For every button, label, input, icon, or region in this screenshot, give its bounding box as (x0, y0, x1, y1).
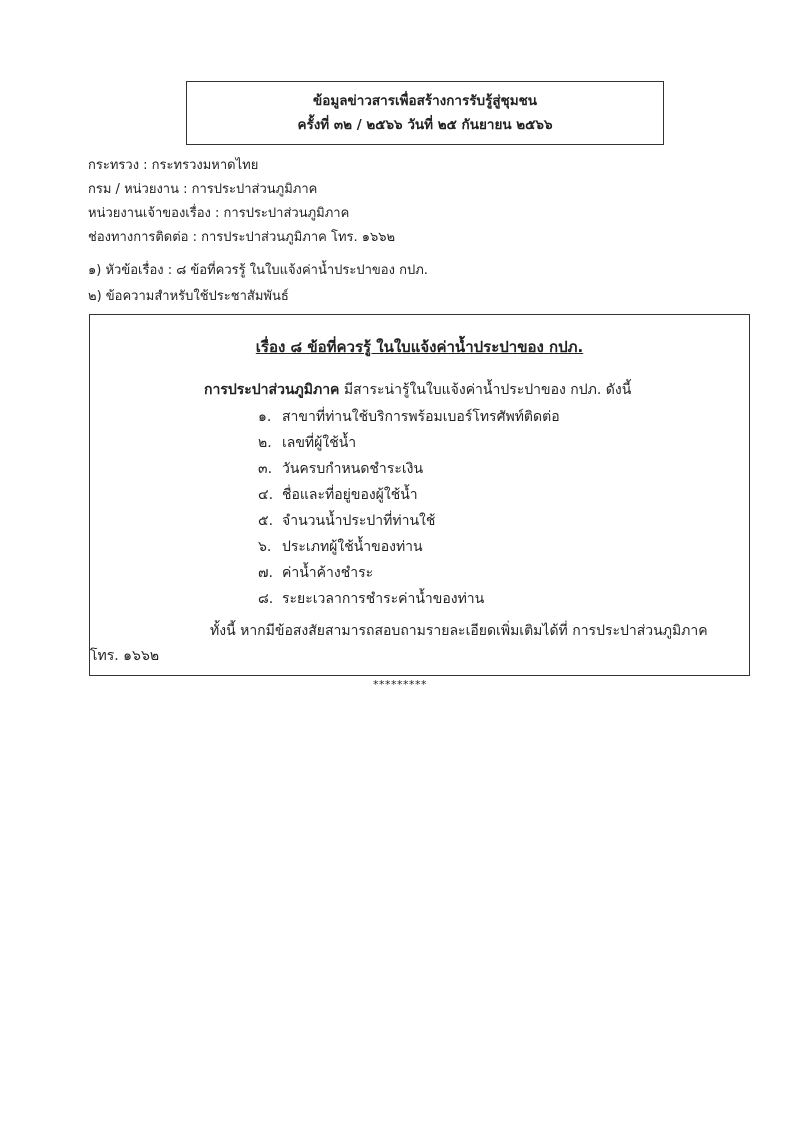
meta-ministry: กระทรวง : กระทรวงมหาดไทย (88, 158, 259, 173)
intro-org: การประปาส่วนภูมิภาค (204, 382, 340, 398)
item-pr: ๒) ข้อความสำหรับใช้ประชาสัมพันธ์ (88, 289, 289, 304)
list-item-text: ค่าน้ำค้างชำระ (282, 565, 374, 581)
meta-contact: ช่องทางการติดต่อ : การประปาส่วนภูมิภาค โทร. ๑๖๖๒ (88, 230, 396, 245)
item-topic: ๑) หัวข้อเรื่อง : ๘ ข้อที่ควรรู้ ในใบแจ้งค่าน้ำประปาของ กปภ. (88, 263, 428, 278)
list-item-number: ๑. (258, 409, 272, 425)
meta-department: กรม / หน่วยงาน : การประปาส่วนภูมิภาค (88, 182, 318, 197)
header-issue: ครั้งที่ ๓๒ / ๒๕๖๖ วันที่ ๒๕ กันยายน ๒๕๖๖ (297, 117, 553, 133)
intro-paragraph (204, 379, 631, 401)
list-item-text: จำนวนน้ำประปาที่ท่านใช้ (282, 513, 436, 529)
header-title: ข้อมูลข่าวสารเพื่อสร้างการรับรู้สู่ชุมชน (312, 93, 538, 109)
list-item-text: ชื่อและที่อยู่ของผู้ใช้น้ำ (282, 487, 418, 503)
end-marker: ********* (373, 678, 427, 691)
list-item-text: สาขาที่ท่านใช้บริการพร้อมเบอร์โทรศัพท์ติดต่อ (282, 409, 560, 425)
meta-owner: หน่วยงานเจ้าของเรื่อง : การประปาส่วนภูมิภาค (88, 206, 350, 221)
list-item-number: ๔. (258, 487, 274, 503)
list-item-number: ๓. (258, 461, 273, 477)
content-box (89, 314, 750, 676)
list-item-number: ๒. (258, 435, 272, 451)
closing-phone: โทร. ๑๖๖๒ (90, 648, 160, 664)
list-item-number: ๖. (258, 539, 272, 555)
list-item-text: วันครบกำหนดชำระเงิน (282, 461, 424, 477)
closing-paragraph: ทั้งนี้ หากมีข้อสงสัยสามารถสอบถามรายละเอียดเพิ่มเติมได้ที่ การประปาส่วนภูมิภาค (210, 623, 708, 639)
list-item-text: ระยะเวลาการชำระค่าน้ำของท่าน (282, 591, 485, 607)
story-title: เรื่อง ๘ ข้อที่ควรรู้ ในใบแจ้งค่าน้ำประปาของ กปภ. (255, 338, 584, 356)
meta-block (88, 154, 395, 250)
intro-text: มีสาระน่ารู้ในใบแจ้งค่าน้ำประปาของ กปภ. ดังนี้ (339, 382, 632, 398)
header-box (186, 81, 664, 145)
list-item-text: เลขที่ผู้ใช้น้ำ (282, 435, 357, 451)
list-item-number: ๗. (258, 565, 273, 581)
list-item-text: ประเภทผู้ใช้น้ำของท่าน (282, 539, 423, 555)
items-block (88, 258, 428, 310)
list-item-number: ๕. (258, 513, 274, 529)
list-item-number: ๘. (258, 591, 274, 607)
